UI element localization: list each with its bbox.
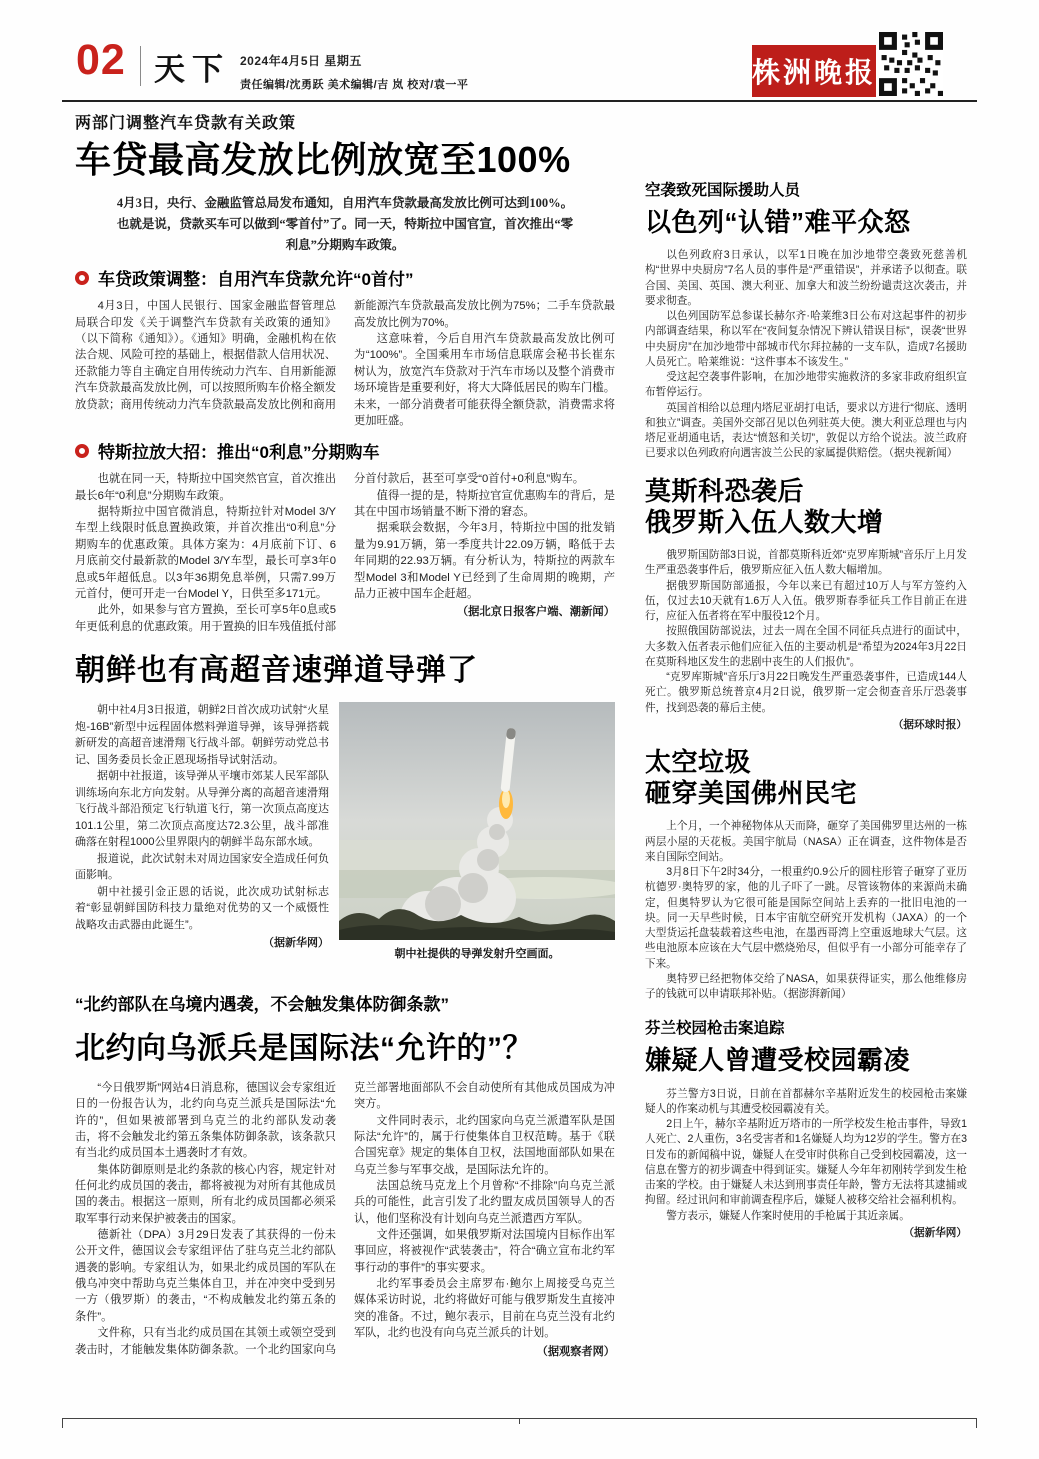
finland-headline: 嫌疑人曾遭受校园霸凌 bbox=[645, 1045, 911, 1076]
edition-date: 2024年4月5日 星期五 bbox=[240, 54, 362, 68]
photo-caption: 朝中社提供的导弹发射升空画面。 bbox=[394, 948, 560, 960]
lead-section2-heading-row bbox=[75, 438, 615, 463]
lead-section1-body bbox=[75, 298, 615, 429]
edition-meta bbox=[240, 52, 468, 92]
israel-article-body: 以色列政府3日承认，以军1日晚在加沙地带空袭致死慈善机构“世界中央厨房”7名人员的事件是“严重错误”，并承诺予以彻查。联合国、美国、英国、澳大利亚、加拿大和波兰纷纷谴责这次袭击，并要求彻查。 以色列国防军总参谋长赫尔齐·哈莱维3日公布对这起事件的初步内部调查结果，称以军在“夜间复杂情况下辨认错误目标”，误袭“世界中央厨房”在加沙地带中部城市代尔拜拉赫的一支车队，造成7名援助人员死亡。哈莱维说：“这件事本不该发生。” 受这起空袭事件影响，在加沙地带实施救济的多家非政府组织宣布暂停运行。 英国首相给以总理内塔尼亚胡打电话，要求以方进行“彻底、透明和独立”调查。美国外交部召见以色列驻英大使。澳大利亚总理也与内塔尼亚胡通电话，表达“愤怒和关切”，敦促以方给个说法。波兰政府已要求以色列政府向遇害波兰公民的家属提供赔偿。（据央视新闻） bbox=[645, 249, 967, 460]
israel-kicker: 空袭致死国际援助人员 bbox=[645, 182, 801, 199]
lead-headline: 车贷最高发放比例放宽至100% bbox=[75, 139, 571, 180]
nato-headline: 北约向乌派兵是国际法“允许的”？ bbox=[75, 1032, 533, 1065]
korea-headline: 朝鲜也有高超音速弹道导弹了 bbox=[75, 654, 478, 687]
finland-article-body: 芬兰警方3日说，日前在首都赫尔辛基附近发生的校园枪击案嫌疑人的作案动机与其遭受校园霸凌有关。 2日上午，赫尔辛基附近万塔市的一所学校发生枪击事件，导致1人死亡、2人重伤，3名受害者和1名嫌疑人均为12岁的学生。警方在3日发布的新闻稿中说，嫌疑人在受审时供称自己受到校园霸凌，这一信息在警方的初步调查中得到证实。嫌疑人今年年初刚转学到发生枪击案的学校。由于嫌疑人未达到刑事责任年龄，警方无法将其逮捕或拘留。经过讯问和审前调查程序后，嫌疑人被移交给社会福利机构。 警方表示，嫌疑人作案时使用的手枪属于其近亲属。 bbox=[645, 1087, 967, 1222]
korea-paragraphs: 朝中社4月3日报道，朝鲜2日首次成功试射“火星炮-16B”新型中远程固体燃料弹道导弹，该导弹搭载新研发的高超音速滑翔飞行战斗部。朝鲜劳动党总书记、国务委员长金正恩现场指导试射活动。 据朝中社报道，该导弹从平壤市郊某人民军部队训练场向东北方向发射。从导弹分离的高超音速滑翔飞行战斗部沿预定飞行轨道飞行，第一次顶点高度达101.1公里，第二次顶点高度达72.3公里，战斗部准确落在射程1000公里界限内的朝鲜半岛东部水域。 报道说，此次试射未对周边国家安全造成任何负面影响。 朝中社援引金正恩的话说，此次成功试射标志着“彰显朝鲜国防科技力量绝对优势的又一个威慑性战略攻击武器由此诞生”。 bbox=[75, 704, 329, 931]
korea-article-body-row bbox=[75, 702, 615, 961]
moscow-source: （据环球时报） bbox=[892, 718, 967, 731]
bottom-rule-tick-left bbox=[62, 1418, 63, 1428]
header-divider bbox=[140, 46, 141, 86]
moscow-article bbox=[645, 476, 967, 733]
nato-kicker: “北约部队在乌境内遇袭，不会触发集体防御条款” bbox=[75, 995, 449, 1014]
moscow-headline-line2: 俄罗斯入伍人数大增 bbox=[645, 506, 884, 537]
moscow-article-body: 俄罗斯国防部3日说，首都莫斯科近郊“克罗库斯城”音乐厅上月发生严重恐袭事件后，俄罗斯应征入伍人数大幅增加。 据俄罗斯国防部通报，今年以来已有超过10万人与军方签约入伍，仅过去10天就有1.6万人入伍。俄罗斯春季征兵工作目前正在进行，应征入伍者将在军中服役12个月。 按照俄国防部说法，过去一周在全国不同征兵点进行的面试中，大多数入伍者表示他们应征入伍的主要动机是“希望为2024年3月22日在莫斯科地区发生的悲剧中丧生的人们报仇”。 “克罗库斯城”音乐厅3月22日晚发生严重恐袭事件，已造成144人死亡。俄罗斯总统普京4月2日说，俄罗斯一定会彻查音乐厅恐袭事件，找到恐袭的幕后主使。 bbox=[645, 549, 967, 714]
lead-section1-heading: 车贷政策调整：自用汽车贷款允许“0首付” bbox=[98, 270, 414, 290]
bottom-rule-tick-center bbox=[519, 1418, 520, 1424]
moscow-headline bbox=[645, 476, 967, 538]
space-junk-article bbox=[645, 747, 967, 1002]
qr-code-icon bbox=[879, 32, 943, 96]
lead-section1-paragraphs: 4月3日，中国人民银行、国家金融监督管理总局联合印发《关于调整汽车贷款有关政策的通知》（以下简称《通知》）。《通知》明确，金融机构在依法合规、风险可控的基础上，根据借款人信用状况、还款能力等自主确定自用传统动力汽车、自用新能源汽车贷款最高发放比例，可以按照所购车价格全额发放贷款；商用传统动力汽车贷款最高发放比例和商用新能源汽车贷款最高发放比例为75%；二手车贷款最高发放比例为70%。 这意味着，今后自用汽车贷款最高发放比例可为“100%”。全国乘用车市场信息联席会秘书长崔东树认为，放宽汽车贷款对于汽车市场以及整个消费市场环境皆是重要利好，将大大降低居民的购车门槛。未来，一部分消费者可能获得全额贷款，消费需求将更加旺盛。 bbox=[75, 300, 615, 427]
masthead: 株洲晚报 bbox=[752, 45, 876, 97]
lead-section2-body bbox=[75, 471, 615, 635]
missile-launch-photo bbox=[339, 702, 615, 961]
section-title: 天下 bbox=[154, 52, 230, 87]
space-junk-headline-line1: 太空垃圾 bbox=[645, 747, 752, 778]
israel-headline: 以色列“认错”难平众怒 bbox=[645, 207, 911, 237]
page-number: 02 bbox=[76, 36, 126, 84]
finland-source: （据新华网） bbox=[903, 1226, 967, 1239]
moscow-headline-line1: 莫斯科恐袭后 bbox=[645, 475, 805, 506]
nato-source: （据观察者网） bbox=[536, 1345, 615, 1358]
missile-photo-illustration bbox=[339, 702, 615, 940]
lead-intro: 4月3日，央行、金融监管总局发布通知，自用汽车贷款最高发放比例可达到100%。也就是说，贷款买车可以做到“零首付”了。同一天，特斯拉中国官宣，首次推出“零利息”分期购车政策。 bbox=[116, 195, 574, 253]
right-column bbox=[645, 178, 967, 1255]
bottom-rule-tick-right bbox=[976, 1418, 977, 1428]
header-rule bbox=[62, 100, 977, 102]
space-junk-headline-line2: 砸穿美国佛州民宅 bbox=[645, 778, 858, 809]
lead-article bbox=[75, 110, 615, 635]
lead-kicker: 两部门调整汽车贷款有关政策 bbox=[75, 115, 297, 132]
red-ring-bullet-icon bbox=[75, 271, 89, 285]
korea-article bbox=[75, 645, 615, 961]
korea-source: （据新华网） bbox=[263, 937, 329, 949]
nato-paragraphs: “今日俄罗斯”网站4日消息称，德国议会专家组近日的一份报告认为，北约向乌克兰派兵是国际法“允许的”，但如果被部署到乌克兰的北约部队发动袭击，将不会触发北约第五条集体防御条款，该条款只有当北约成员国本土遇袭时才有效。 集体防御原则是北约条款的核心内容，规定针对任何北约成员国的袭击，都将被视为对所有其他成员国的袭击。根据这一原则，所有北约成员国都必须采取军事行动来保护被袭击的国家。 德新社（DPA）3月29日发表了其获得的一份未公开文件，德国议会专家组评估了驻乌克兰北约部队遇袭的影响。专家组认为，如果北约成员国的军队在俄乌冲突中帮助乌克兰集体自卫，并在冲突中受到另一方（俄罗斯）的袭击，“不构成触发北约第五条的条件”。 文件称，只有当北约成员国在其领土或领空受到袭击时，才能触发集体防御条款。一个北约国家向乌克兰部署地面部队不会自动使所有其他成员国成为冲突方。 文件同时表示，北约国家向乌克兰派遣军队是国际法“允许”的，属于行使集体自卫权范畴。基于《联合国宪章》规定的集体自卫权，法国地面部队如果在乌克兰参与军事交战，是国际法允许的。 法国总统马克龙上个月曾称“不排除”向乌克兰派兵的可能性，此言引发了北约盟友成员国领导人的否认，他们坚称没有计划向乌克兰派遣西方军队。 文件还强调，如果俄罗斯对法国境内目标作出军事回应，将被视作“武装袭击”，符合“确立宣布北约军事行动的事件”的事实要求。 北约军事委员会主席罗布·鲍尔上周接受乌克兰媒体采访时说，北约将做好可能与俄罗斯发生直接冲突的准备。不过，鲍尔表示，目前在乌克兰没有北约军队，北约也没有向乌克兰派兵的计划。 bbox=[75, 1082, 615, 1356]
space-junk-article-body: 上个月，一个神秘物体从天而降，砸穿了美国佛罗里达州的一栋两层小屋的天花板。美国宇航局（NASA）正在调查，这件物体是否来自国际空间站。 3月8日下午2时34分，一根重约0.9公斤的圆柱形管子砸穿了亚历杭德罗·奥特罗的家，他的儿子吓了一跳。尽管该物体的来源尚未确定，但奥特罗认为它很可能是国际空间站上丢弃的一批旧电池的一块。同一天早些时候，日本宇宙航空研究开发机构（JAXA）的一个大型货运托盘装载着这些电池，在墨西哥湾上空重返地球大气层。这些电池原本应该在大气层中燃烧殆尽，但似乎有一小部分可能幸存了下来。 奥特罗已经把物体交给了NASA，如果获得证实，那么他维修房子的钱就可以申请联邦补贴。（据澎湃新闻） bbox=[645, 820, 967, 1001]
finland-kicker: 芬兰校园枪击案追踪 bbox=[645, 1020, 785, 1038]
nato-article-body bbox=[75, 1080, 615, 1360]
korea-article-body bbox=[75, 702, 329, 952]
lead-source: （据北京日报客户端、潮新闻） bbox=[456, 606, 615, 619]
lead-section2-heading: 特斯拉放大招：推出“0利息”分期购车 bbox=[98, 443, 380, 463]
lead-section2-paragraphs: 也就在同一天，特斯拉中国突然官宣，首次推出最长6年“0利息”分期购车政策。 据特斯拉中国官微消息，特斯拉针对Model 3/Y车型上线限时低息置换政策，并首次推出“0利息”分期购车的优惠政策。具体方案为：4月底前下订、6月底前交付最新款的Model 3/Y车型，最长可享3年0息或5年超低息。以3年36期免息举例，只需7.99万元首付，便可开走一台Model Y，日供至多171元。 此外，如果参与官方置换，至长可享5年0息或5年更低利息的优惠政策。用于置换的旧车残值抵付部分首付款后，甚至可享受“0首付+0利息”购车。 值得一提的是，特斯拉官宣优惠购车的背后，是其在中国市场销量不断下滑的窘态。 据乘联会数据，今年3月，特斯拉中国的批发销量为9.91万辆，第一季度共计22.09万辆，略低于去年同期的22.93万辆。有分析认为，特斯拉的两款车型Model 3和Model Y已经到了生命周期的晚期，产品力正被中国车企赶超。 bbox=[75, 473, 615, 633]
nato-article bbox=[75, 990, 615, 1360]
editor-credits: 责任编辑/沈勇跃 美术编辑/吉 岚 校对/袁一平 bbox=[240, 79, 469, 91]
lead-section1-heading-row bbox=[75, 265, 615, 290]
finland-article bbox=[645, 1016, 967, 1241]
space-junk-headline bbox=[645, 747, 967, 809]
israel-article bbox=[645, 178, 967, 462]
red-ring-bullet-icon bbox=[75, 444, 89, 458]
